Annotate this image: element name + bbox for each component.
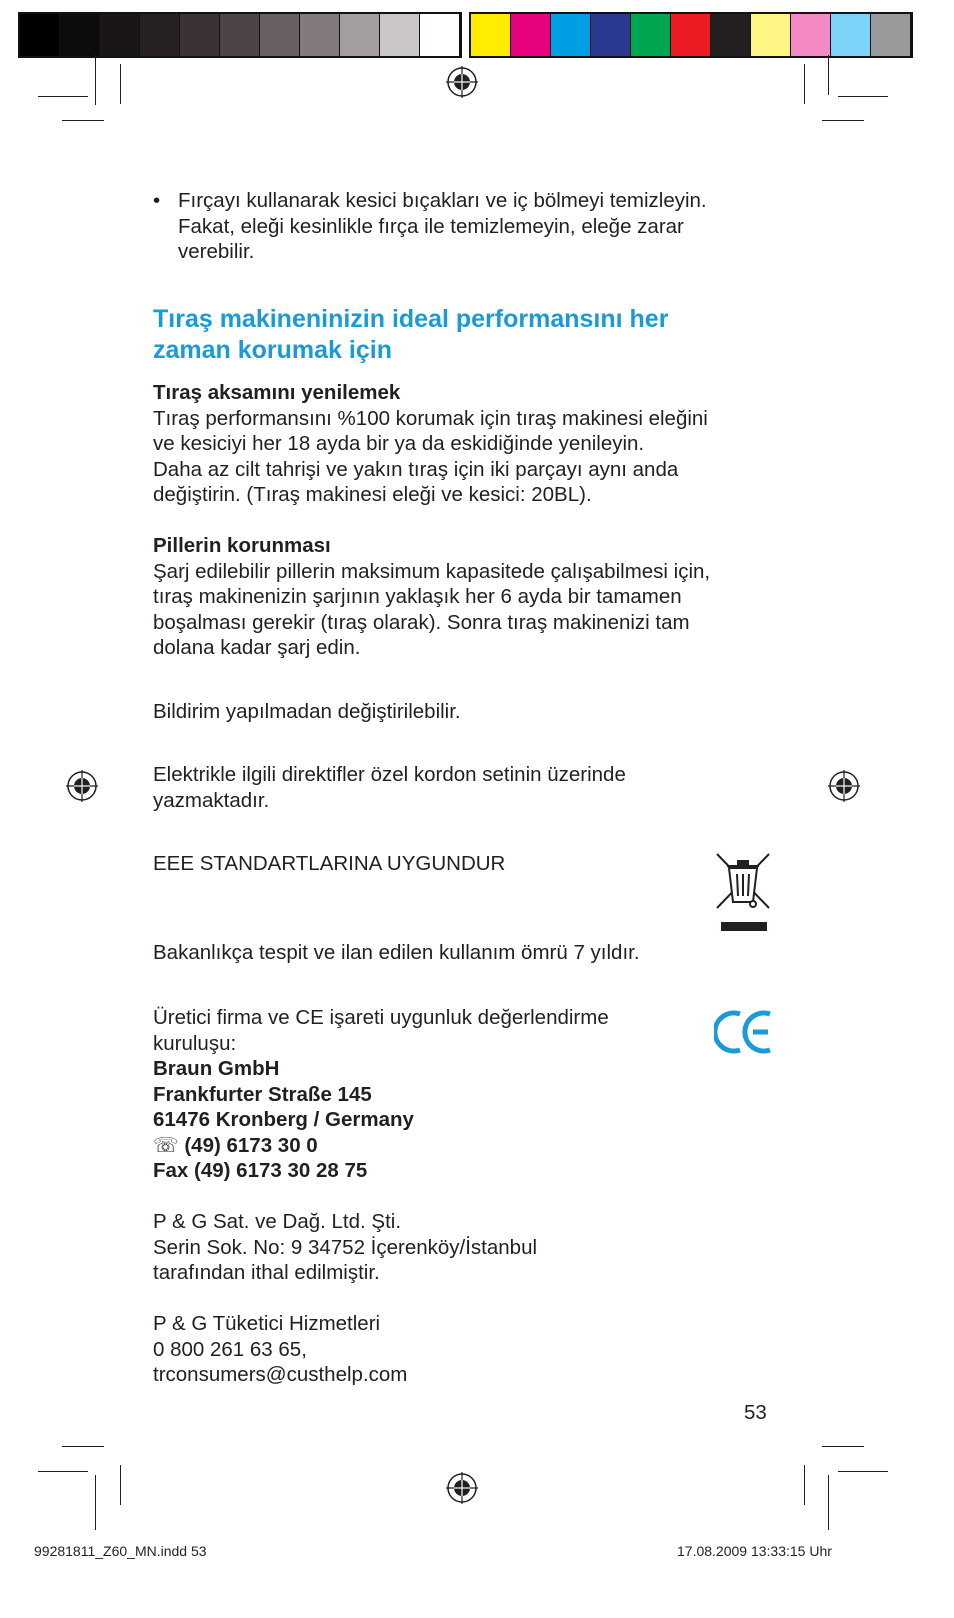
lifetime-text: Bakanlıkça tespit ve ilan edilen kullanım ömrü 7 yıldır. [153, 941, 640, 964]
text-line: Üretici firma ve CE işareti uygunluk değerlendirme [153, 1006, 609, 1029]
registration-mark-icon [66, 770, 98, 802]
calibration-swatch [751, 14, 791, 56]
calibration-swatch [791, 14, 831, 56]
eee-compliance: EEE STANDARTLARINA UYGUNDUR [153, 852, 506, 875]
color-calibration-bar [469, 12, 913, 58]
text-line: Fırçayı kullanarak kesici bıçakları ve iç bölmeyi temizleyin. [178, 189, 707, 212]
text-line: dolana kadar şarj edin. [153, 636, 361, 659]
company-street: Frankfurter Straße 145 [153, 1082, 372, 1106]
notice-text: Bildirim yapılmadan değiştirilebilir. [153, 700, 461, 723]
company-phone: ☏ (49) 6173 30 0 [153, 1133, 318, 1157]
text-line: yazmaktadır. [153, 788, 270, 812]
text-line: boşalması gerekir (tıraş olarak). Sonra tıraş makinenizi tam [153, 610, 690, 634]
section-battery [153, 533, 710, 661]
section-replacement [153, 380, 708, 508]
calibration-swatch [471, 14, 511, 56]
calibration-swatch [831, 14, 871, 56]
registration-mark-icon [446, 1472, 478, 1504]
company-city: 61476 Kronberg / Germany [153, 1108, 414, 1131]
ce-mark-icon [714, 1006, 774, 1058]
subheading: Pillerin korunması [153, 534, 331, 557]
crossed-out-wheelie-bin-icon [713, 852, 773, 934]
footer-filename: 99281811_Z60_MN.indd 53 [34, 1543, 207, 1559]
text-line: tıraş makinenizin şarjının yaklaşık her 6 ayda bir tamamen [153, 585, 682, 608]
calibration-swatch [420, 14, 460, 56]
text-line: Daha az cilt tahrişi ve yakın tıraş için iki parçayı aynı anda [153, 457, 679, 481]
text-line: Tıraş performansını %100 korumak için tıraş makinesi eleğini [153, 406, 708, 430]
calibration-swatch [511, 14, 551, 56]
calibration-swatch [260, 14, 300, 56]
calibration-swatch [671, 14, 711, 56]
text-line: P & G Sat. ve Dağ. Ltd. Şti. [153, 1210, 402, 1233]
calibration-swatch [380, 14, 420, 56]
text-line: ve kesiciyi her 18 ayda bir ya da eskidiğinde yenileyin. [153, 432, 645, 455]
calibration-swatch [551, 14, 591, 56]
company-name: Braun GmbH [153, 1057, 280, 1080]
text-line: Serin Sok. No: 9 34752 İçerenköy/İstanbul [153, 1235, 538, 1259]
calibration-swatch [631, 14, 671, 56]
calibration-swatch [180, 14, 220, 56]
phone-icon: ☏ [153, 1133, 179, 1157]
text-line: tarafından ithal edilmiştir. [153, 1261, 380, 1284]
footer-timestamp: 17.08.2009 13:33:15 Uhr [677, 1543, 832, 1559]
calibration-swatch [220, 14, 260, 56]
calibration-swatch [60, 14, 100, 56]
company-fax: Fax (49) 6173 30 28 75 [153, 1159, 368, 1182]
heading-line: Tıraş makineninizin ideal performansını her [153, 305, 669, 333]
importer-block [153, 1209, 537, 1286]
text-line: Fakat, eleği kesinlikle fırça ile temizlemeyin, eleğe zarar [178, 214, 684, 238]
text-line: kuruluşu: [153, 1031, 237, 1055]
text-line: 0 800 261 63 65, [153, 1337, 307, 1361]
calibration-swatch [340, 14, 380, 56]
electric-directive [153, 762, 626, 813]
heading-line: zaman korumak için [153, 336, 392, 364]
text-line: verebilir. [178, 240, 255, 263]
text-line: Elektrikle ilgili direktifler özel kordon setinin üzerinde [153, 763, 626, 786]
text-line: değiştirin. (Tıraş makinesi eleği ve kesici: 20BL). [153, 483, 592, 506]
registration-mark-icon [446, 66, 478, 98]
text-line: P & G Tüketici Hizmetleri [153, 1312, 381, 1335]
bullet-paragraph [178, 188, 707, 265]
calibration-swatch [100, 14, 140, 56]
section-heading [153, 304, 793, 366]
calibration-swatch [591, 14, 631, 56]
calibration-swatch [711, 14, 751, 56]
consumer-service-block [153, 1311, 407, 1388]
email-text: trconsumers@custhelp.com [153, 1363, 408, 1386]
calibration-swatch [871, 14, 911, 56]
manufacturer-block [153, 1005, 609, 1184]
bullet-symbol: • [153, 189, 161, 212]
calibration-swatch [300, 14, 340, 56]
calibration-swatch [140, 14, 180, 56]
text-line: Şarj edilebilir pillerin maksimum kapasitede çalışabilmesi için, [153, 559, 711, 583]
gray-calibration-bar [18, 12, 462, 58]
registration-mark-icon [828, 770, 860, 802]
page-number: 53 [744, 1401, 767, 1424]
subheading: Tıraş aksamını yenilemek [153, 381, 401, 404]
calibration-swatch [20, 14, 60, 56]
